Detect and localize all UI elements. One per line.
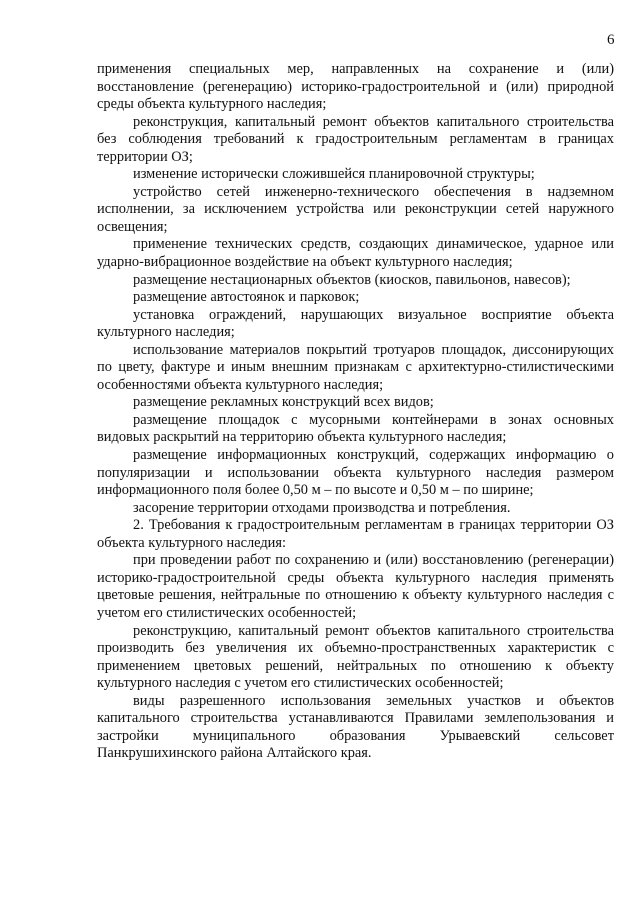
paragraph: устройство сетей инженерно-технического обеспечения в надземном исполнении, за исключением устройства или реконструкции сетей наружного освещения; (97, 183, 614, 235)
paragraph: применение технических средств, создающих динамическое, ударное или ударно-вибрационное воздействие на объект культурного наследия; (97, 236, 614, 271)
paragraph: при проведении работ по сохранению и (или) восстановлению (регенерации) историко-градостроительной среды объекта культурного наследия применять цветовые решения, нейтральные по отношению к объекту культурного наследия с учетом его стилистических особенностей; (97, 552, 614, 621)
paragraph: реконструкцию, капитальный ремонт объектов капитального строительства производить без увеличения их объемно-пространственных характеристик с применением цветовых решений, нейтральных по отношению к объекту культурного наследия с учетом его стилистических особенностей; (97, 622, 614, 692)
paragraph: размещение информационных конструкций, содержащих информацию о популяризации и использовании объекта культурного наследия размером информационного поля более 0,50 м – по высоте и 0,50 м – по ширине; (97, 447, 614, 499)
paragraph: реконструкция, капитальный ремонт объектов капитального строительства без соблюдения требований к градостроительным регламентам в границах территории ОЗ; (97, 113, 614, 165)
paragraph: использование материалов покрытий тротуаров площадок, диссонирующих по цвету, фактуре и иным внешним признакам с архитектурно-стилистическими особенностями объекта культурного наследия; (97, 341, 614, 393)
page-number: 6 (607, 32, 615, 48)
paragraph-continued: применения специальных мер, направленных на сохранение и (или) восстановление (регенерацию) историко-градостроительной и (или) природной среды объекта культурного наследия; (97, 61, 614, 113)
paragraph: установка ограждений, нарушающих визуальное восприятие объекта культурного наследия; (97, 306, 614, 341)
paragraph: размещение площадок с мусорными контейнерами в зонах основных видовых раскрытий на территорию объекта культурного наследия; (97, 411, 614, 446)
paragraph: размещение рекламных конструкций всех видов; (133, 394, 434, 411)
section-heading-paragraph: 2. Требования к градостроительным регламентам в границах территории ОЗ объекта культурного наследия: (97, 517, 614, 551)
paragraph: засорение территории отходами производства и потребления. (133, 499, 511, 516)
paragraph: размещение автостоянок и парковок; (133, 289, 360, 306)
paragraph: изменение исторически сложившейся планировочной структуры; (133, 166, 535, 183)
paragraph: размещение нестационарных объектов (киосков, павильонов, навесов); (133, 271, 571, 288)
document-body (97, 61, 614, 763)
paragraph: виды разрешенного использования земельных участков и объектов капитального строительства устанавливаются Правилами землепользования и застройки муниципального образования Урываевский сельсовет Панкрушихинского района Алтайского края. (97, 692, 614, 762)
